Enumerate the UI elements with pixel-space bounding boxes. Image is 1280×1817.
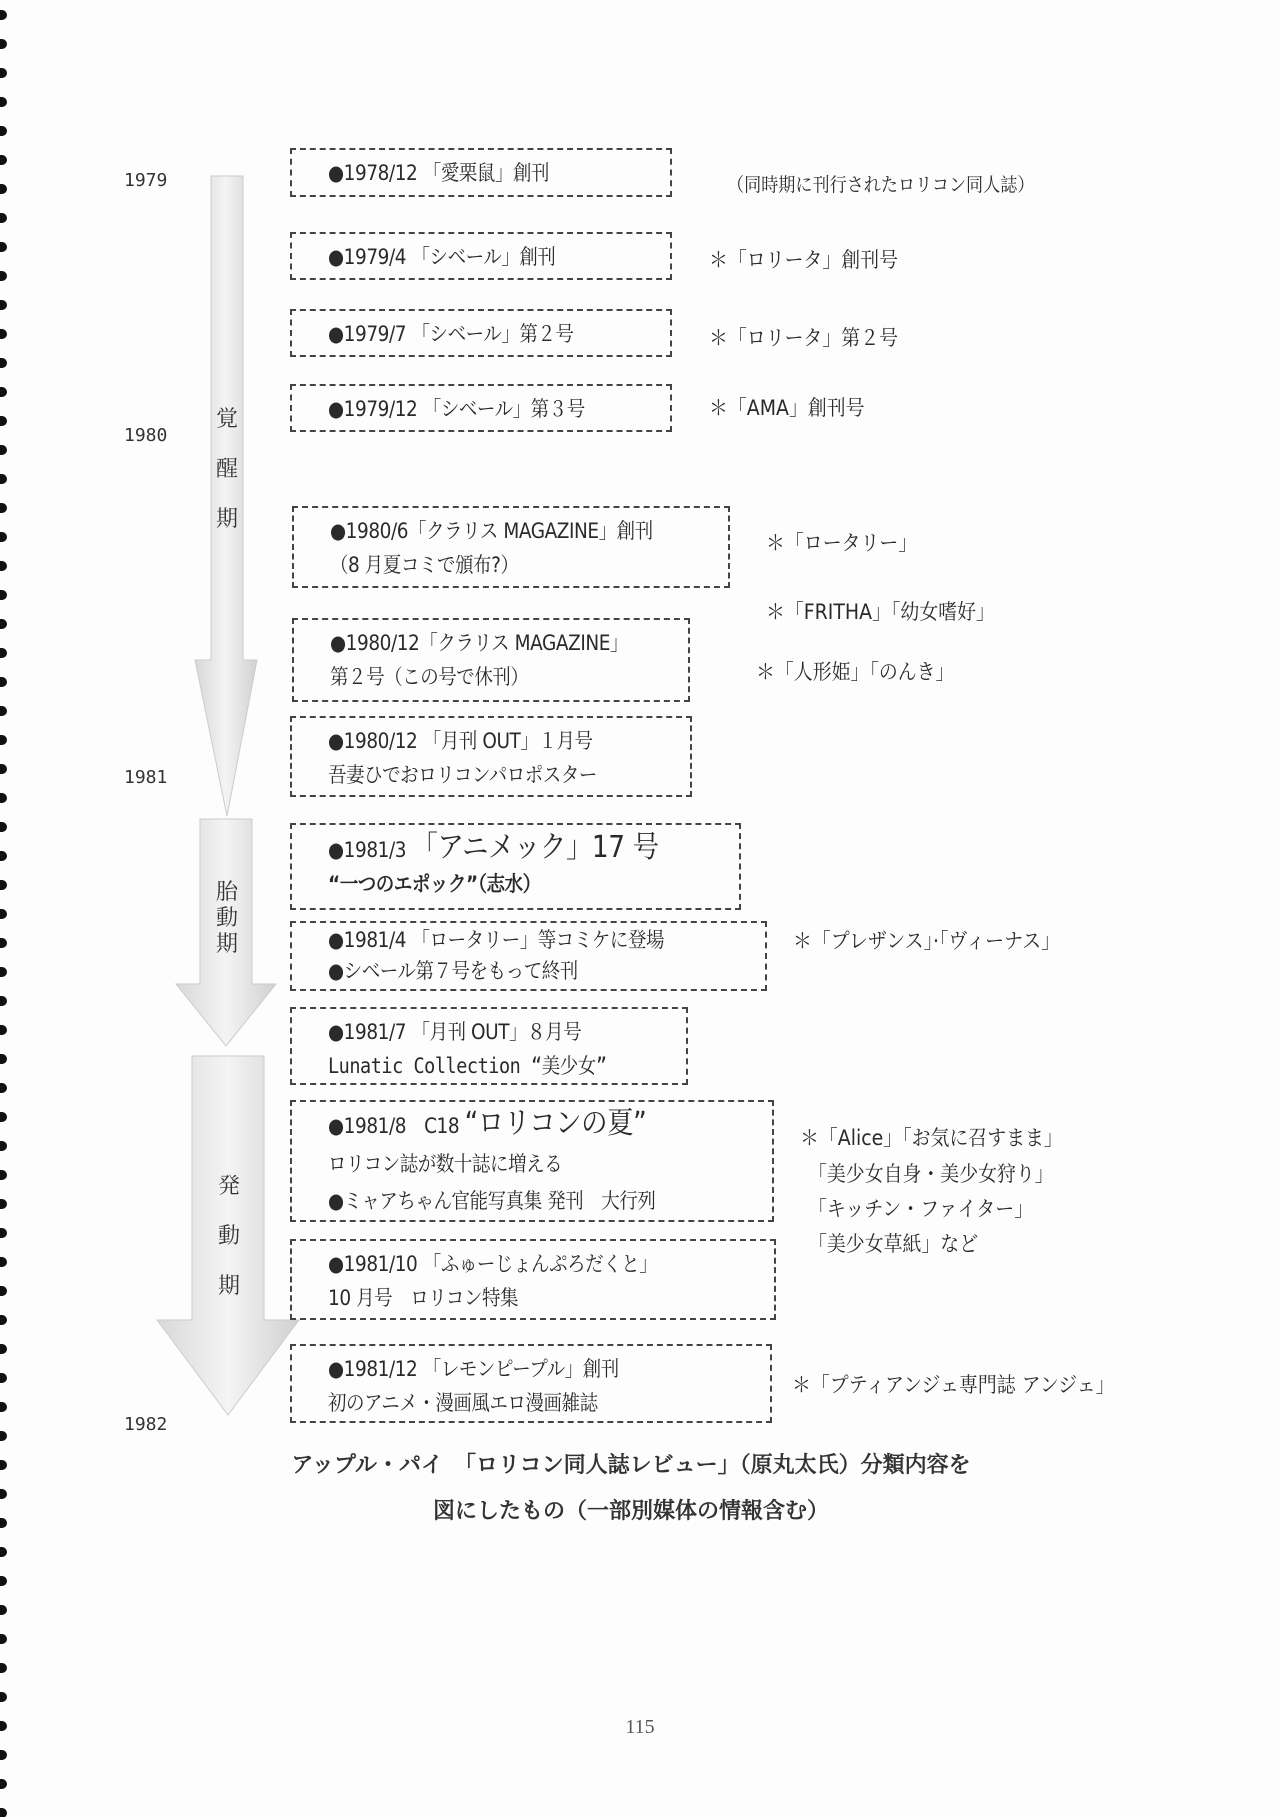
period-char: 覚 (215, 407, 238, 432)
entry-line: ●1981/3 (328, 838, 412, 862)
timeline-entry (292, 618, 690, 702)
entry-line: 10 月号 ロリコン特集 (328, 1286, 519, 1310)
binding-hole (0, 1605, 7, 1615)
period-fetal (212, 880, 242, 958)
year-label: 1981 (124, 767, 168, 788)
period-char: 胎 (215, 880, 238, 905)
timeline-entry (292, 506, 730, 588)
period-char: 期 (215, 507, 238, 532)
entry-line: ●1980/12「クラリス MAGAZINE」 (330, 631, 629, 655)
timeline-entry (290, 1344, 772, 1423)
entry-line: ●1980/12 「月刊 OUT」１月号 (328, 729, 593, 753)
entry-line: ●1979/7 「シベール」第２号 (328, 322, 574, 346)
entry-line: （8 月夏コミで頒布?） (330, 553, 519, 577)
entry-line: “一つのエポック”（志水） (328, 872, 541, 896)
note-item: ＊「人形姫」「のんき」 (756, 660, 955, 684)
period-awakening (212, 395, 242, 545)
note-item: ＊「ロリータ」創刊号 (709, 248, 898, 272)
period-char: 期 (217, 1274, 240, 1299)
year-label: 1982 (124, 1414, 168, 1435)
entry-line: Lunatic Collection “美少女” (328, 1054, 607, 1078)
binding-hole (0, 1750, 7, 1760)
note-item: ＊「FRITHA」「幼女嗜好」 (766, 600, 995, 624)
year-label: 1980 (124, 425, 168, 446)
entry-line: ●1981/12 「レモンピープル」創刊 (328, 1357, 619, 1381)
note-item: ＊「Alice」「お気に召すまま」 (800, 1126, 1063, 1150)
timeline-entry (290, 921, 767, 991)
note-item: 「キッチン・ファイター」 (808, 1197, 1034, 1221)
note-item: ＊「AMA」創刊号 (709, 396, 865, 420)
period-char: 醒 (215, 457, 238, 482)
entry-line: ●ミャアちゃん官能写真集 発刊 大行列 (328, 1189, 656, 1213)
entry-line: ●1981/4 「ロータリー」等コミケに登場 (328, 928, 665, 952)
timeline-entry (290, 1007, 688, 1085)
period-char: 発 (217, 1174, 240, 1199)
entry-line: ●1981/8 C18 (328, 1114, 465, 1138)
binding-hole (0, 1576, 7, 1586)
entry-line: ●1980/6「クラリス MAGAZINE」創刊 (330, 519, 653, 543)
binding-hole (0, 1692, 7, 1702)
year-label: 1979 (124, 170, 168, 191)
note-item: ＊「ロータリー」 (766, 531, 918, 555)
binding-hole (0, 1779, 7, 1789)
page-number: 115 (625, 1716, 655, 1738)
period-char: 期 (215, 932, 238, 957)
timeline-arrows (0, 0, 320, 1440)
entry-line: ●1981/10 「ふゅーじょんぷろだくと」 (328, 1252, 658, 1276)
timeline-entry (290, 823, 741, 910)
entry-line: 第２号（この号で休刊） (330, 665, 529, 689)
entry-line: ●1979/12 「シベール」第３号 (328, 397, 585, 421)
note-item: 「美少女自身・美少女狩り」 (808, 1162, 1054, 1186)
timeline-entry (290, 309, 672, 357)
binding-hole (0, 1663, 7, 1673)
note-item: ＊「ロリータ」第２号 (709, 326, 898, 350)
timeline-entry (290, 716, 692, 797)
binding-hole (0, 1808, 7, 1817)
entry-line: 初のアニメ・漫画風エロ漫画雑誌 (328, 1391, 598, 1415)
entry-line: ●1978/12 「愛栗鼠」創刊 (328, 161, 550, 185)
binding-hole (0, 1547, 7, 1557)
figure-caption-line: 図にしたもの（一部別媒体の情報含む） (432, 1499, 829, 1524)
notes-header: （同時期に刊行されたロリコン同人誌） (727, 174, 1035, 196)
entry-line: 吾妻ひでおロリコンパロポスター (328, 763, 597, 787)
note-item: 「美少女草紙」など (808, 1232, 979, 1256)
period-activation (214, 1162, 244, 1312)
entry-highlight: 「アニメック」17 号 (411, 830, 659, 865)
period-char: 動 (217, 1224, 240, 1249)
timeline-entry (290, 232, 672, 280)
timeline-entry (290, 384, 672, 432)
entry-line: ●シベール第７号をもって終刊 (328, 959, 578, 983)
figure-caption-line: アップル・パイ 「ロリコン同人誌レビュー」（原丸太氏）分類内容を (291, 1453, 971, 1478)
note-item: ＊「プレザンス」·「ヴィーナス」 (793, 929, 1061, 953)
entry-highlight: “ロリコンの夏” (464, 1106, 647, 1141)
timeline-entry (290, 1239, 776, 1320)
entry-line: ●1979/4 「シベール」創刊 (328, 245, 556, 269)
timeline-entry (290, 148, 672, 197)
binding-hole (0, 1634, 7, 1644)
timeline-entry (290, 1100, 774, 1222)
note-item: ＊「プティアンジェ専門誌 アンジェ」 (792, 1373, 1115, 1397)
entry-line: ●1981/7 「月刊 OUT」８月号 (328, 1020, 582, 1044)
entry-line: ロリコン誌が数十誌に増える (328, 1152, 563, 1176)
period-char: 動 (215, 906, 238, 931)
